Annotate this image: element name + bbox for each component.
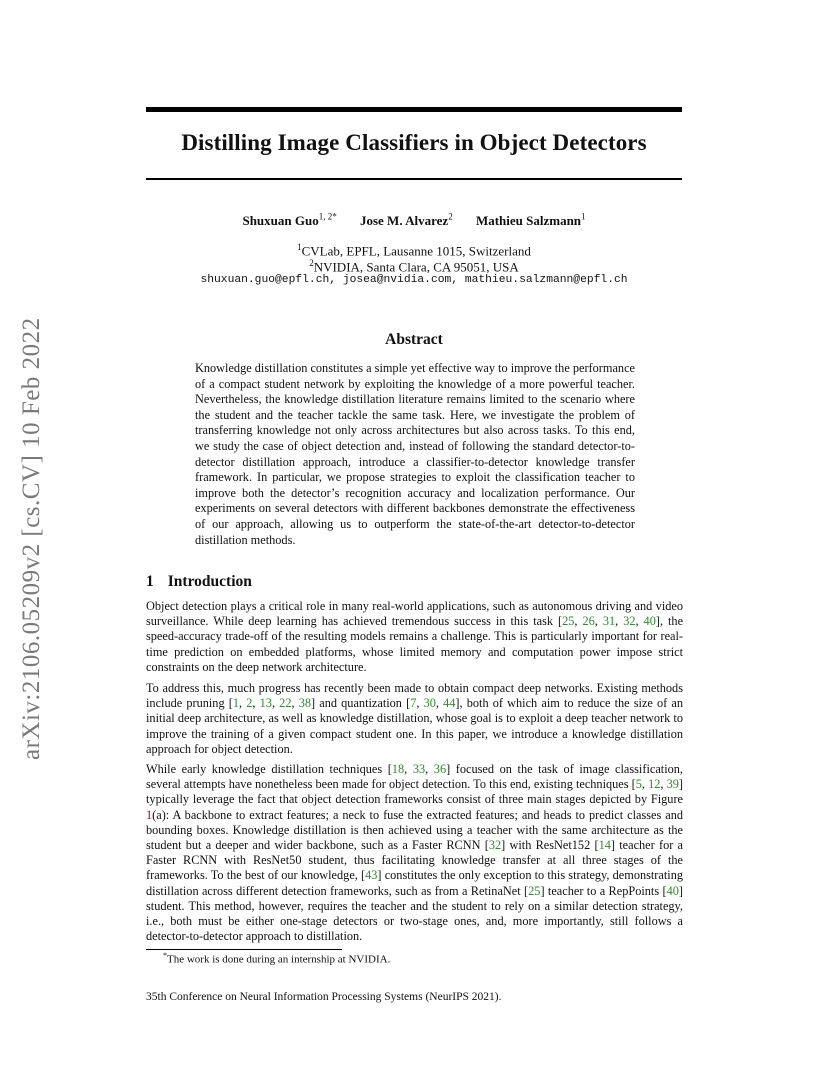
author: Mathieu Salzmann$^1$ (475, 212, 586, 229)
author: Jose M. Alvarez$^2$ (359, 212, 453, 229)
citation-bracket: , (252, 696, 260, 711)
citation-bracket: ] (655, 614, 660, 629)
section-title: Introduction (167, 573, 252, 590)
citation-bracket: [ (228, 696, 233, 711)
citation-link[interactable]: 32 (488, 838, 502, 853)
citation-bracket: , (404, 762, 413, 776)
author: Shuxuan Guo$^{1, 2*}$ (242, 212, 337, 229)
abstract-heading: Abstract (385, 331, 443, 348)
citation-bracket: , (239, 696, 247, 711)
footnote: *The work is done during an internship at NVIDIA. (163, 951, 391, 966)
citation-link[interactable]: 12 (648, 777, 661, 792)
citation-bracket: [ (406, 696, 411, 711)
citation-link[interactable]: 32 (623, 614, 636, 629)
citation-bracket: , (574, 614, 583, 629)
citation-bracket: ] (678, 883, 683, 898)
citation-link[interactable]: 44 (443, 696, 456, 711)
citation-link[interactable]: 39 (666, 777, 679, 792)
paragraph (146, 762, 683, 944)
citation-link[interactable]: 5 (635, 777, 642, 792)
title-bottom-rule (146, 178, 682, 180)
citation-bracket: ] (377, 868, 382, 883)
citation-link[interactable]: 26 (582, 614, 595, 629)
citation-link[interactable]: 13 (259, 696, 272, 711)
citation-bracket: , (416, 696, 424, 711)
figure-reference-link[interactable]: 1 (146, 807, 153, 822)
citation-bracket: , (271, 696, 280, 711)
citation-link[interactable]: 25 (562, 614, 575, 629)
citation-bracket: [ (387, 762, 392, 776)
citation-bracket: [ (662, 883, 667, 898)
affiliation: $^1$CVLab, EPFL, Lausanne 1015, Switzerland (297, 242, 531, 259)
paragraph (146, 681, 683, 757)
author-list (146, 212, 682, 229)
citation-link[interactable]: 30 (423, 696, 436, 711)
citation-bracket: , (660, 777, 667, 792)
paragraph-text: To address this, much progress has recently been made to obtain compact deep networks. Existing methods include pruning (146, 681, 683, 711)
citation-link[interactable]: 36 (433, 762, 447, 776)
citation-link[interactable]: 1 (232, 696, 240, 711)
citation-bracket: [ (524, 883, 529, 898)
citation-bracket: ] (446, 762, 451, 776)
citation-bracket: , (425, 762, 434, 776)
citation-bracket: ] (540, 883, 545, 898)
arxiv-identifier: arXiv:2106.05209v2 [cs.CV] 10 Feb 2022 (18, 317, 45, 760)
paragraph-text: student. This method, however, requires the teacher and the student to rely on a similar detection strategy, i.e., both must be either one-stage detectors or two-stage ones, and, more importantly, still follows a detector-to-detector approach to distillation. (146, 898, 683, 944)
paragraph-text: typically leverage the fact that object detection frameworks consist of three main stages depicted by Figure (146, 792, 683, 807)
citation-link[interactable]: 14 (598, 838, 611, 853)
citation-link[interactable]: 2 (246, 696, 253, 711)
section-number: 1 (146, 573, 154, 590)
conference-note: 35th Conference on Neural Information Processing Systems (NeurIPS 2021). (146, 991, 502, 1003)
citation-link[interactable]: 38 (298, 696, 311, 711)
paragraph-text: (a): A backbone to extract features; a neck to fuse the extracted features; and heads to predict classes and bounding boxes. Knowledge distillation is then achieved using a teacher with the same architecture as the student but a deeper and wider backbone, such as a Faster RCNN (146, 807, 683, 853)
citation-link[interactable]: 25 (528, 883, 541, 898)
citation-bracket: ] (455, 696, 460, 711)
paragraph-text: focused on the task of image classification, several attempts have nonetheless been made for object detection. To this end, existing techniques (146, 762, 683, 792)
citation-link[interactable]: 7 (410, 696, 417, 711)
citation-link[interactable]: 40 (666, 883, 679, 898)
citation-bracket: , (641, 777, 649, 792)
paragraph-text: and quantization (315, 696, 407, 711)
title-top-rule (146, 107, 682, 112)
citation-bracket: [ (484, 838, 489, 853)
citation-bracket: ] (610, 838, 615, 853)
section-heading (146, 573, 252, 591)
citation-bracket: [ (594, 838, 599, 853)
author-emails: shuxuan.guo@epfl.ch, josea@nvidia.com, mathieu.salzmann@epfl.ch (200, 274, 628, 286)
citation-bracket: [ (361, 868, 366, 883)
affiliation: $^2$NVIDIA, Santa Clara, CA 95051, USA (309, 258, 519, 275)
citation-link[interactable]: 22 (279, 696, 292, 711)
citation-link[interactable]: 33 (412, 762, 426, 776)
citation-link[interactable]: 43 (365, 868, 378, 883)
paragraph-text: teacher for a Faster RCNN with ResNet50 student, thus facilitating knowledge transfer at all three stages of the frameworks. To the best of our knowledge, (146, 838, 684, 883)
citation-bracket: , (635, 614, 644, 629)
citation-bracket: , (291, 696, 299, 711)
paragraph-text: While early knowledge distillation techniques (146, 762, 388, 776)
abstract-body: Knowledge distillation constitutes a simple yet effective way to improve the performance of a compact student network by exploiting the knowledge of a more powerful teacher. Nevertheless, the knowledge distillation literature remains limited to the scenario where the student and the teacher tackle the same task. Here, we investigate the problem of transferring knowledge not only across architectures but also across tasks. To this end, we study the case of object detection and, instead of following the standard detector-to-detector distillation approach, introduce a classifier-to-detector knowledge transfer framework. In particular, we propose strategies to exploit the classification teacher to improve both the detector’s recognition accuracy and localization performance. Our experiments on several detectors with different backbones demonstrate the effectiveness of our approach, allowing us to outperform the state-of-the-art detector-to-detector distillation methods. (195, 361, 635, 547)
citation-bracket: ] (311, 696, 316, 711)
citation-bracket: [ (631, 777, 636, 792)
paragraph-text: Object detection plays a critical role in many real-world applications, such as autonomous driving and video surveillance. While deep learning has achieved tremendous success in this task (146, 599, 683, 629)
citation-bracket: , (615, 614, 624, 629)
paragraph-text: constitutes the only exception to this strategy, demonstrating distillation across different detection frameworks, such as from a RetinaNet (146, 868, 683, 898)
citation-link[interactable]: 18 (391, 762, 405, 776)
paragraph-text: teacher to a RepPoints (544, 883, 663, 898)
citation-bracket: ] (501, 838, 506, 853)
citation-link[interactable]: 40 (643, 614, 656, 629)
paper-title: Distilling Image Classifiers in Object Detectors (181, 130, 647, 155)
footnote-rule (146, 949, 342, 950)
citation-bracket: ] (678, 777, 683, 792)
paragraph (146, 599, 683, 675)
citation-bracket: , (435, 696, 444, 711)
citation-bracket: [ (558, 614, 563, 629)
paragraph-text: , both of which aim to reduce the size of an initial deep architecture, as well as knowledge distillation, whose goal is to exploit a deep teacher network to improve the training of a given compact student one. In this paper, we introduce a knowledge distillation approach for object detection. (146, 696, 684, 756)
citation-bracket: , (594, 614, 603, 629)
paragraph-text: with ResNet152 (505, 838, 595, 853)
paragraph-text: , the speed-accuracy trade-off of the resulting models remains a challenge. This is particularly important for real-time prediction on embedded platforms, whose limited memory and computation power impose strict constraints on the deep network architecture. (146, 614, 684, 674)
citation-link[interactable]: 31 (602, 614, 616, 629)
